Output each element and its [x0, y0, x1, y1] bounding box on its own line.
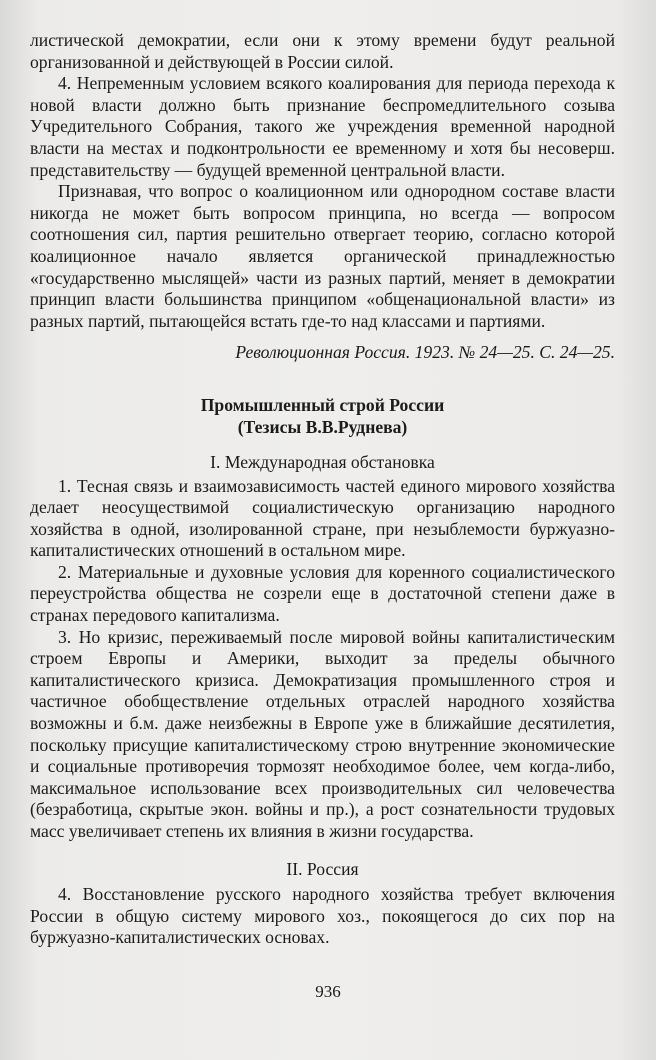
- thesis-3: 3. Но кризис, переживаемый после мировой войны капиталистическим строем Европы и Америки, выходит за пределы обычного капиталистического кризиса. Демократизация промышленного строя и частичное обобществление отдельных отраслей народного хозяйства возможны и б.м. даже неизбежны в Европе уже в ближайшие десятилетия, поскольку присущие капиталистическому строю внутренние экономические и социальные противоречия тормозят необходимое более, чем когда-либо, максимальное использование всех производительных сил человечества (безработица, скрытые экон. войны и пр.), а рост сознательности трудовых масс увеличивает степень их влияния в жизни государства.: [30, 626, 615, 841]
- title-line-1: Промышленный строй России: [200, 394, 445, 415]
- page-text-block: [30, 30, 615, 949]
- source-citation: Революционная Россия. 1923. № 24—25. С. 24—25.: [235, 342, 615, 363]
- continued-paragraph: листической демократии, если они к этому времени будут реальной организованной и действующей в России силой.: [30, 30, 615, 72]
- document-title: [30, 394, 615, 438]
- thesis-1: 1. Тесная связь и взаимозависимость частей единого мирового хозяйства делает неосуществимой социалистическую организацию народного хозяйства в одной, изолированной стране, при незыблемости буржуазно-капиталистических отношений в остальном мире.: [30, 475, 615, 561]
- coalition-paragraph: Признавая, что вопрос о коалиционном или однородном составе власти никогда не может быть вопросом принципа, но всегда — вопросом соотношения сил, партия решительно отвергает теорию, согласно которой коалиционное начало является органической принадлежностью «государственно мыслящей» части из разных партий, меняет в демократии принцип власти большинства принципом «общенациональной власти» из разных партий, пытающейся встать где-то над классами и партиями.: [30, 181, 615, 331]
- section-heading-international: I. Международная обстановка: [210, 451, 435, 472]
- title-line-2: (Тезисы В.В.Руднева): [237, 416, 408, 437]
- thesis-2: 2. Материальные и духовные условия для коренного социалистического переустройства общества не созрели еще в достаточной степени даже в странах передового капитализма.: [30, 561, 615, 626]
- section-heading-russia: II. Россия: [286, 858, 359, 879]
- paragraph-4: 4. Непременным условием всякого коалирования для периода перехода к новой власти должно быть признание беспромедлительного созыва Учредительного Собрания, такого же учреждения временной народной власти на местах и подконтрольности ее временному и хотя бы несоверш. представительству — будущей временной центральной власти.: [30, 73, 615, 180]
- thesis-4: 4. Восстановление русского народного хозяйства требует включения России в общую систему мирового хоз., покоящегося до сих пор на буржуазно-капиталистических основах.: [30, 884, 615, 948]
- page-number: 936: [315, 982, 341, 1001]
